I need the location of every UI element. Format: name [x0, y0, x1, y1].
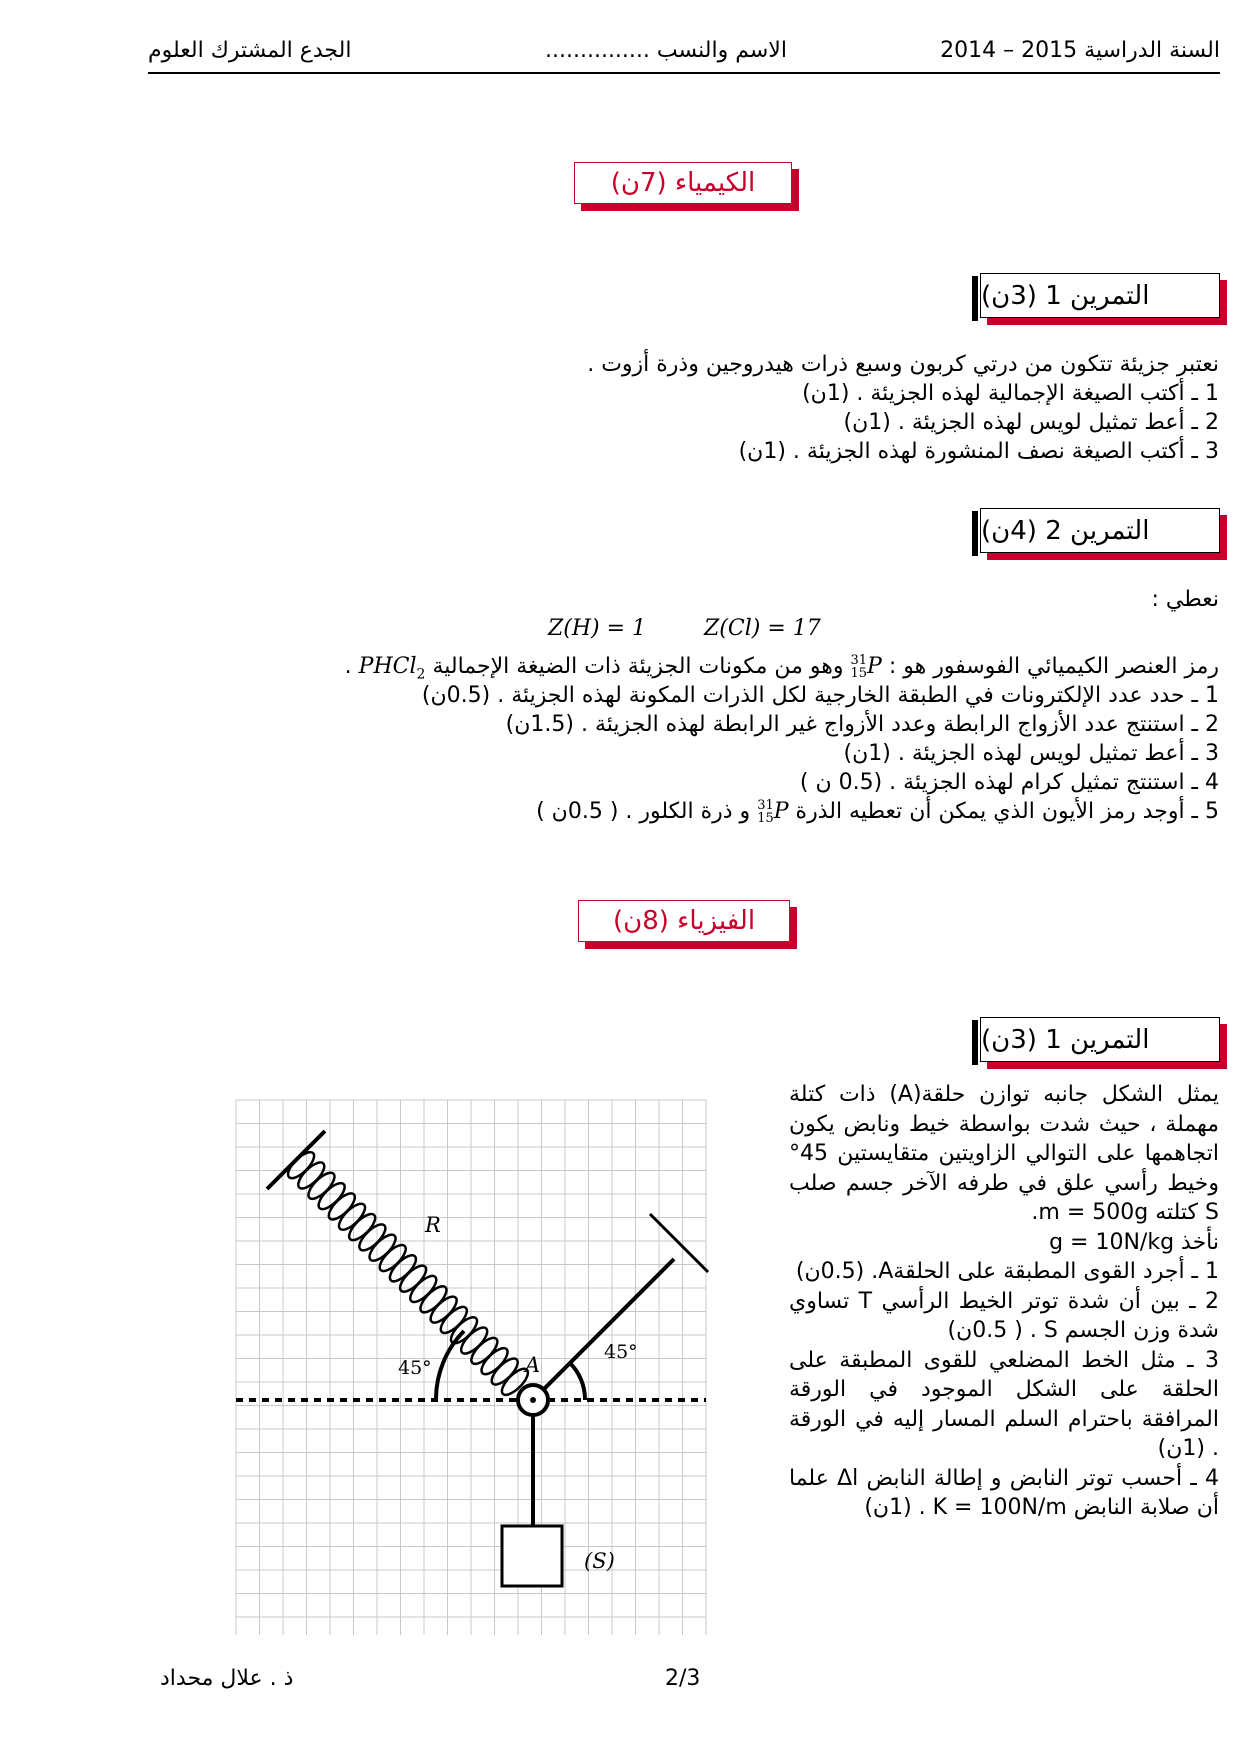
chem-ex2-q3: 3 ـ أعط تمثيل لويس لهذه الجزيئة . (1ن) — [843, 741, 1219, 766]
mass-number: 31 — [850, 653, 868, 668]
oblique-thread — [533, 1259, 674, 1400]
q5-part-a: 5 ـ أوجد رمز الأيون الذي يمكن أن تعطيه الذرة — [795, 799, 1219, 824]
physics-section-title — [578, 900, 790, 942]
atomic-number: 15 — [757, 811, 774, 826]
page-number: 2/3 — [665, 1666, 701, 1691]
element-symbol: P — [773, 799, 789, 824]
label-R: R — [425, 1213, 441, 1237]
phys-ex1-q2: 2 ـ بين أن شدة توتر الخيط الرأسي T تساوي شدة وزن الجسم S . ( 0.5ن) — [789, 1288, 1219, 1343]
phys-ex1-intro: يمثل الشكل جانبه توازن حلقة(A) ذات كتلة مهملة ، حيث شدت بواسطة خيط ونابض يكون اتجاهمها على التوالي الزاويتين متقايستين 45° وخيط رأسي علق في طرفه الآخر جسم صلب S كتلته m = 500g. — [789, 1082, 1219, 1225]
mass-number: 31 — [757, 798, 774, 813]
phys-ex1-text — [789, 1080, 1219, 1523]
ring-center — [530, 1397, 536, 1403]
label-angle-right: 45° — [604, 1341, 638, 1363]
phys-ex1-q1: 1 ـ أجرد القوى المطبقة على الحلقةA. (0.5ن) — [795, 1259, 1219, 1284]
chem-ex1-q1: 1 ـ أكتب الصيغة الإجمالية لهذه الجزيئة . (1ن) — [802, 381, 1219, 406]
symbol-intro: رمز العنصر الكيميائي الفوسفور هو : — [888, 654, 1219, 679]
chemistry-title-text: الكيمياء (7ن) — [610, 168, 756, 198]
teacher-name: ذ . علال محداد — [160, 1666, 294, 1691]
label-A: A — [525, 1353, 541, 1377]
z-cl-value: Z(Cl) = 17 — [704, 616, 821, 641]
formula-main: PHCl — [358, 654, 417, 679]
phosphorus-symbol — [757, 799, 788, 825]
chem-ex2-q4: 4 ـ استنتج تمثيل كرام لهذه الجزيئة . (0.5 ن ) — [799, 770, 1219, 795]
exercise-bar — [972, 511, 978, 556]
school-year: السنة الدراسية 2015 – 2014 — [940, 38, 1220, 63]
exercise-bar — [972, 276, 978, 321]
chem-ex1-title — [980, 273, 1220, 318]
chem-ex1-title-text: التمرين 1 (3ن) — [981, 280, 1150, 311]
molecule-formula — [358, 654, 426, 683]
exercise-bar — [972, 1020, 978, 1065]
header-rule — [148, 72, 1220, 74]
phosphorus-symbol — [850, 654, 881, 680]
atomic-number: 15 — [850, 666, 868, 681]
physics-title-text: الفيزياء (8ن) — [612, 906, 756, 936]
graph-grid — [236, 1100, 706, 1635]
chemistry-section-title — [574, 162, 792, 204]
phys-ex1-title — [980, 1017, 1220, 1062]
chem-ex2-title-text: التمرين 2 (4ن) — [981, 515, 1150, 546]
chem-ex2-q1: 1 ـ حدد عدد الإلكترونات في الطبقة الخارجية لكل الذرات المكونة لهذه الجزيئة . (0.5ن) — [421, 683, 1219, 708]
chem-ex1-q3: 3 ـ أكتب الصيغة نصف المنشورة لهذه الجزيئة . (1ن) — [738, 439, 1219, 464]
symbol-tail: وهو من مكونات الجزيئة ذات الضيغة الإجمالية — [432, 654, 844, 679]
chem-ex1-intro: نعتبر جزيئة تتكون من درتي كربون وسبع ذرات هيدروجين وذرة أزوت . — [587, 352, 1219, 377]
element-symbol: P — [867, 654, 882, 679]
solid-body-S — [502, 1526, 562, 1586]
formula-subscript: 2 — [416, 666, 426, 683]
phys-ex1-q3: 3 ـ مثل الخط المضلعي للقوى المطبقة على الحلقة على الشكل الموجود في الورقة المرافقة باحترام السلم المسار إليه في الورقة . (1ن) — [789, 1347, 1219, 1461]
q5-part-b: و ذرة الكلور . ( 0.5ن ) — [536, 799, 751, 824]
phys-ex1-q4: 4 ـ أحسب توتر النابض و إطالة النابض Δl علما أن صلابة النابض K = 100N/m . (1ن) — [789, 1465, 1220, 1520]
chem-ex2-title — [980, 508, 1220, 553]
phys-ex1-given: نأخذ g = 10N/kg — [1049, 1229, 1219, 1255]
phys-ex1-title-text: التمرين 1 (3ن) — [981, 1024, 1150, 1055]
name-field: الاسم والنسب ............... — [545, 38, 787, 63]
chem-ex2-symbol-line: رمز العنصر الكيميائي الفوسفور هو : 31 15P وهو من مكونات الجزيئة ذات الضيغة الإجمالية PHCl$_2$ . — [344, 653, 1219, 683]
class-level: الجدع المشترك العلوم — [148, 38, 352, 63]
equilibrium-figure — [230, 1095, 720, 1645]
label-angle-left: 45° — [398, 1357, 432, 1379]
chem-ex2-q2: 2 ـ استنتج عدد الأزواج الرابطة وعدد الأزواج غير الرابطة لهذه الجزيئة . (1.5ن) — [505, 712, 1219, 737]
chem-ex1-q2: 2 ـ أعط تمثيل لويس لهذه الجزيئة . (1ن) — [843, 410, 1219, 435]
z-h-value: Z(H) = 1 — [548, 616, 647, 641]
chem-ex2-q5 — [536, 799, 1219, 825]
label-S: (S) — [584, 1549, 615, 1573]
chem-ex2-given: نعطي : — [1151, 587, 1219, 612]
